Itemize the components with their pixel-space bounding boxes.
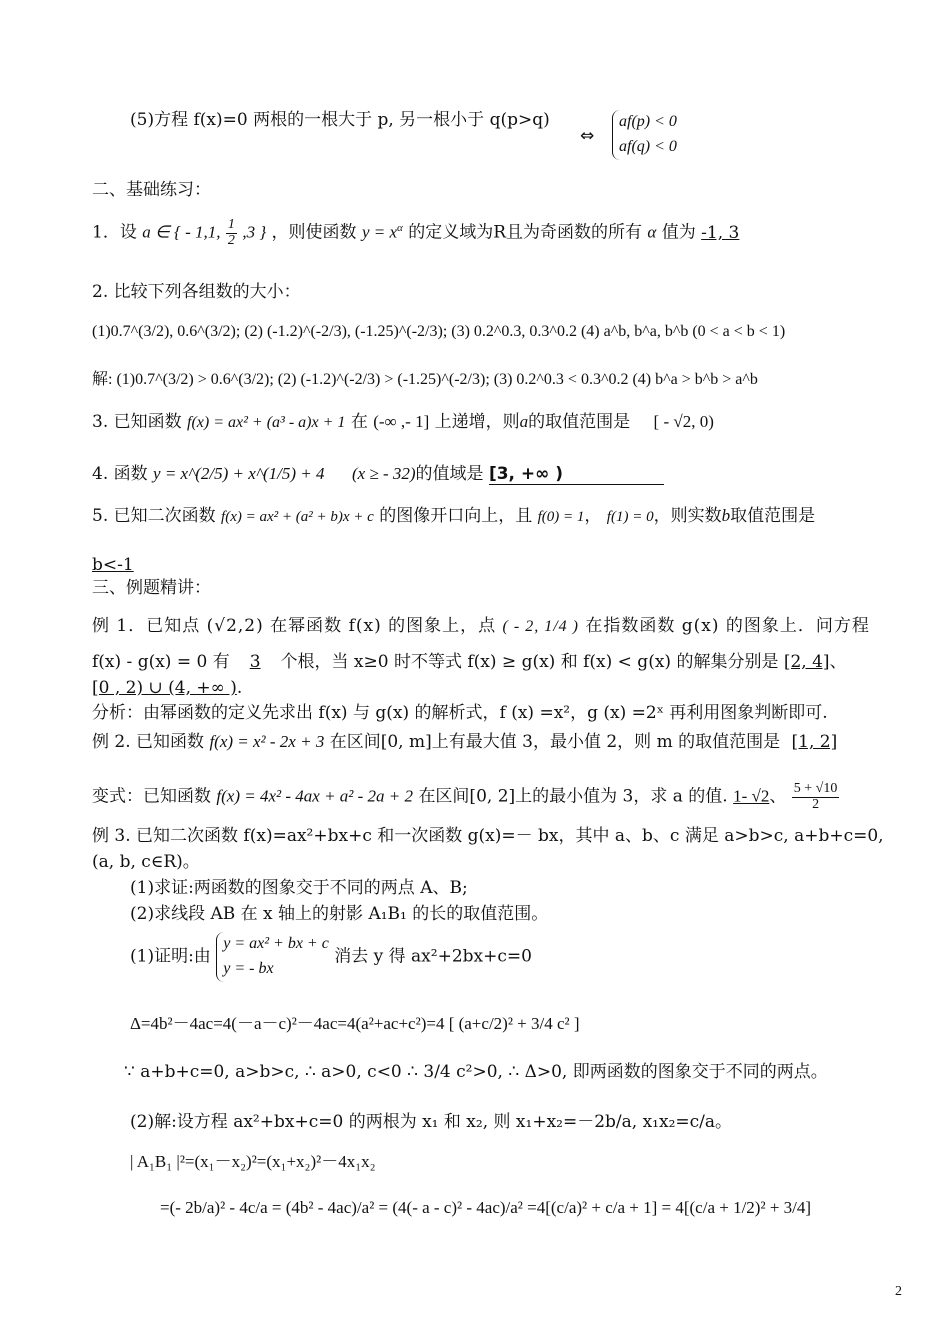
text: 5. 已知二次函数 (92, 506, 216, 526)
math-var: b (721, 506, 731, 525)
question-2: 2. 比较下列各组数的大小： (92, 282, 301, 302)
example-3-q1: (1)求证:两函数的图象交于不同的两点 A、B; (130, 878, 468, 898)
math-var: α (647, 222, 657, 242)
answer-fraction: $\frac{5 + √10}{2}$ (793, 781, 838, 812)
math-function: y = x^(2/5) + x^(1/5) + 4 (153, 464, 325, 483)
text: 例 2. 已知函数 (92, 732, 205, 752)
text: 的值域是 (415, 464, 484, 484)
question-4 (92, 464, 664, 485)
distance-expression: | A₁B₁ |²=(x₁－x₂)²=(x₁+x₂)²－4x₁x₂ (130, 1152, 376, 1171)
example-1-line-3 (92, 678, 242, 698)
math-function: f(x) = ax² + (a³ - a)x + 1 (187, 414, 346, 431)
text: 、 (769, 786, 787, 807)
example-3-line-2: (a, b, c∈R)。 (92, 852, 200, 872)
text: 例 1．已知点 (√2,2) 在幂函数 f(x) 的图象上，点 (92, 616, 497, 636)
exponent: α (397, 222, 403, 235)
math-condition: f(1) = 0 (606, 509, 654, 525)
math-function: f(x) = ax² + (a² + b)x + c (221, 509, 374, 525)
answer: [ - √2, 0) (653, 412, 714, 431)
system-line: af(q) < 0 (619, 137, 677, 155)
system-line: y = - bx (223, 959, 274, 977)
condition-5: (5)方程 f(x)=0 两根的一根大于 p, 另一根小于 q(p>q) (130, 110, 550, 130)
math-condition: (x ≥ - 32) (351, 464, 416, 483)
equation-system (216, 932, 329, 982)
text: ， (584, 506, 602, 526)
question-1 (92, 218, 779, 248)
text: 在 (350, 412, 368, 432)
answer: -1, 3 (701, 222, 740, 243)
example-2 (92, 732, 837, 752)
answer: [1, 2] (791, 732, 838, 752)
question-3 (92, 412, 714, 432)
variant (92, 782, 839, 812)
equivalence-arrow: ⇔ (580, 126, 595, 146)
delta-expression: Δ=4b²－4ac=4(－a－c)²－4ac=4(a²+ac+c²)=4 [ (a+c/2)² + 3/4 c² ] (130, 1014, 580, 1033)
final-expression: =(- 2b/a)² - 4c/a = (4b² - 4ac)/a² = (4(- a - c)² - 4ac)/a² =4[(c/a)² + c/a + 1] = 4[(c/a + 1/2)² + 3/4] (160, 1198, 812, 1217)
system-line: af(p) < 0 (619, 113, 677, 130)
text: 值为 (661, 222, 696, 243)
math-function: f(x) = 4x² - 4ax + a² - 2a + 2 (216, 786, 414, 806)
text: . (236, 678, 243, 698)
answer: 3 (249, 652, 261, 672)
math-set-end: ,3 } (242, 222, 267, 242)
analysis: 分析：由幂函数的定义先求出 f(x) 与 g(x) 的解析式，f (x) =x²，g (x) =2ˣ 再利用图象判断即可. (92, 703, 828, 723)
answer: [3, +∞ ) (489, 464, 664, 485)
math-function: f(x) = x² - 2x + 3 (209, 732, 325, 751)
section-heading: 三、例题精讲： (92, 578, 211, 598)
text: 3. 已知函数 (92, 412, 182, 432)
text: (1)证明:由 (130, 946, 211, 967)
math-point: ( - 2, 1/4 ) (502, 618, 579, 635)
example-3-q2: (2)求线段 AB 在 x 轴上的射影 A₁B₁ 的长的取值范围。 (130, 904, 549, 924)
example-1 (92, 616, 870, 636)
math-set: a ∈ { - 1,1, (142, 222, 221, 242)
text: 变式：已知函数 (92, 786, 211, 807)
math-interval: (-∞ ,- 1] (373, 412, 430, 431)
question-2-items: (1)0.7^(3/2), 0.6^(3/2); (2) (-1.2)^(-2/3), (-1.25)^(-2/3); (3) 0.2^0.3, 0.3^0.2 (4) a^b, b^a, b^b (0 < a < b < 1) (92, 323, 786, 340)
text: f(x) - g(x) = 0 有 (92, 652, 230, 672)
section-heading: 二、基础练习： (92, 180, 211, 200)
page-number: 2 (895, 1284, 902, 1299)
text: 4. 函数 (92, 464, 148, 484)
text: 1．设 (92, 222, 137, 243)
text: 取值范围是 (730, 506, 816, 526)
answer: [0 , 2) ∪ (4, +∞ ) (92, 678, 237, 698)
question-5 (92, 506, 815, 526)
example-3: 例 3. 已知二次函数 f(x)=ax²+bx+c 和一次函数 g(x)=－ bx，其中 a、b、c 满足 a>b>c, a+b+c=0, (92, 826, 884, 846)
text: ，则实数 (653, 506, 722, 526)
because-line: ∵ a+b+c=0, a>b>c, ∴ a>0, c<0 ∴ 3/4 c²>0, ∴ Δ>0, 即两函数的图象交于不同的两点。 (124, 1062, 828, 1082)
example-1-line-2 (92, 652, 847, 672)
text: 的取值范围是 (528, 412, 631, 432)
solution-2: (2)解:设方程 ax²+bx+c=0 的两根为 x₁ 和 x₂, 则 x₁+x₂=－2b/a, x₁x₂=c/a。 (130, 1112, 733, 1132)
question-2-solution: 解: (1)0.7^(3/2) > 0.6^(3/2); (2) (-1.2)^(-2/3) > (-1.25)^(-2/3); (3) 0.2^0.3 < 0.3^0.2 (4) b^a > b^b > a^b (92, 371, 758, 388)
text: 在区间[0, 2]上的最小值为 3，求 a 的值. (418, 786, 728, 807)
answer: 1- √2 (733, 786, 770, 806)
text: 的图像开口向上，且 (379, 506, 533, 526)
answer: [2, 4] (783, 652, 830, 672)
condition-5-system (612, 110, 677, 160)
answer: b<-1 (92, 555, 134, 575)
math-function: y = x (361, 222, 398, 242)
text: 消去 y 得 ax²+2bx+c=0 (334, 946, 532, 967)
proof-1 (130, 932, 532, 982)
math-condition: f(0) = 1 (537, 509, 585, 525)
text: 在区间[0, m]上有最大值 3，最小值 2，则 m 的取值范围是 (329, 732, 781, 752)
text: 个根，当 x≥0 时不等式 f(x) ≥ g(x) 和 f(x) < g(x) 的解集分别是 (280, 652, 779, 672)
system-line: y = ax² + bx + c (223, 935, 329, 952)
fraction: $\frac{1}{2}$ (227, 217, 235, 248)
math-var: a (519, 412, 529, 431)
text: 上递增，则 (434, 412, 520, 432)
text: ，则使函数 (271, 222, 357, 243)
text: 的定义域为R且为奇函数的所有 (408, 222, 643, 243)
text: 在指数函数 g(x) 的图象上．问方程 (585, 616, 870, 636)
text: 、 (829, 652, 847, 672)
